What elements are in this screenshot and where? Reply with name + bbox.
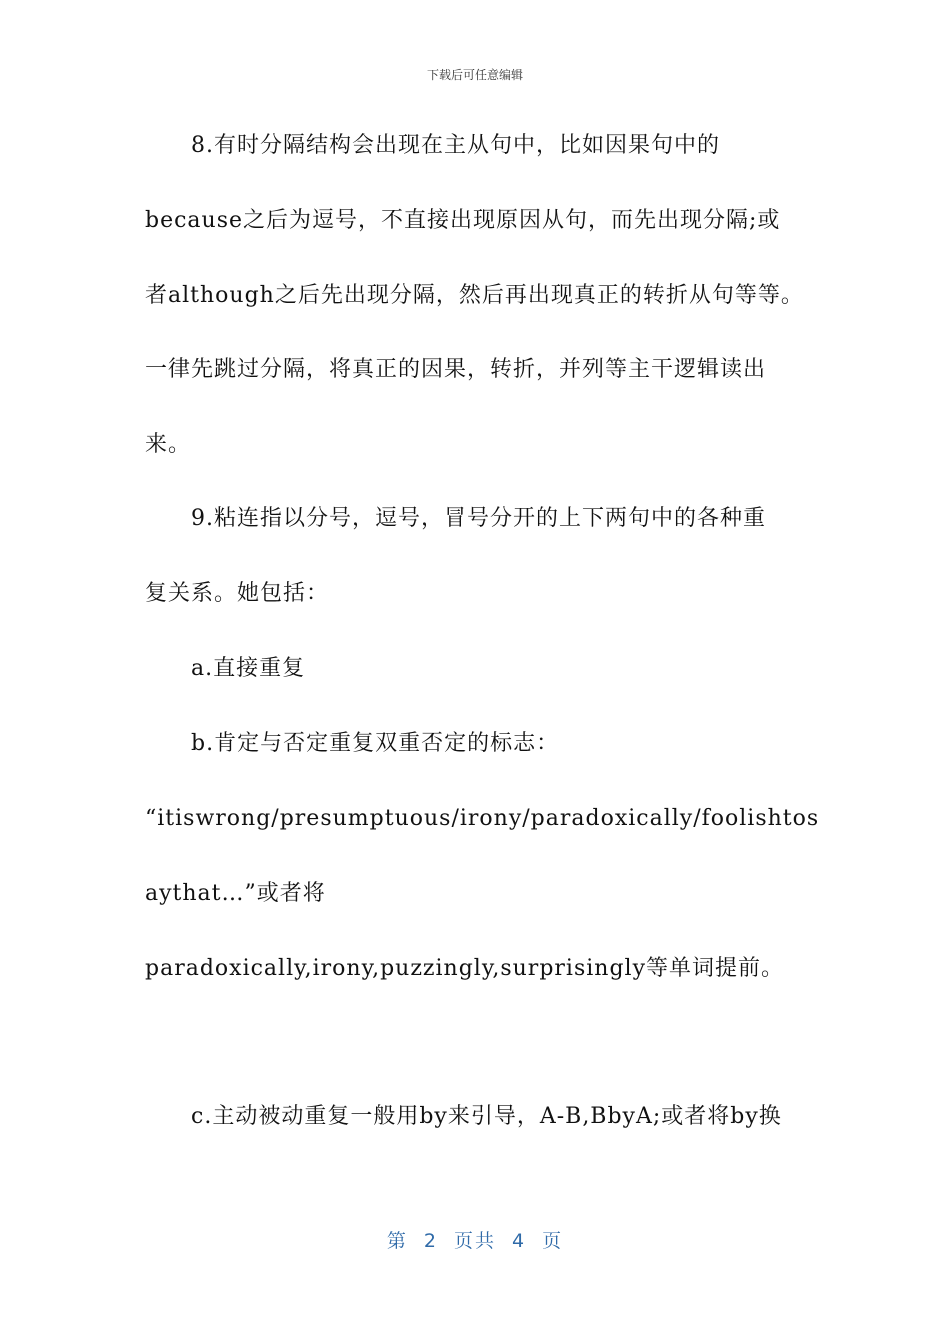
paragraph-line: 一律先跳过分隔，将真正的因果，转折，并列等主干逻辑读出 [145, 357, 767, 382]
footer-label-end: 页 [542, 1230, 564, 1252]
paragraph-line: 来。 [145, 432, 192, 457]
paragraph-line: paradoxically,irony,puzzingly,surprisingly等单词提前。 [145, 956, 784, 981]
paragraph-line: 者although之后先出现分隔，然后再出现真正的转折从句等等。 [145, 283, 804, 308]
paragraph-line: 8.有时分隔结构会出现在主从句中，比如因果句中的 [191, 133, 720, 158]
footer-total-pages: 4 [512, 1230, 527, 1252]
paragraph-line: 复关系。她包括： [145, 581, 330, 606]
footer-label-page: 第 [386, 1230, 408, 1252]
paragraph-line: a.直接重复 [191, 656, 306, 681]
footer-current-page: 2 [423, 1230, 438, 1252]
page-footer [0, 1226, 950, 1253]
paragraph-line: 9.粘连指以分号，逗号，冒号分开的上下两句中的各种重 [191, 506, 766, 531]
paragraph-line: b.肯定与否定重复双重否定的标志： [191, 731, 560, 756]
paragraph-line: aythat…”或者将 [145, 881, 326, 906]
paragraph-line: because之后为逗号，不直接出现原因从句，而先出现分隔;或 [145, 208, 781, 233]
paragraph-line: “itiswrong/presumptuous/irony/paradoxically/foolishtos [145, 806, 820, 831]
page-header: 下载后可任意编辑 [426, 68, 523, 82]
paragraph-line: c.主动被动重复一般用by来引导，A-B,BbyA;或者将by换 [191, 1104, 782, 1129]
footer-label-of: 页共 [453, 1230, 496, 1252]
